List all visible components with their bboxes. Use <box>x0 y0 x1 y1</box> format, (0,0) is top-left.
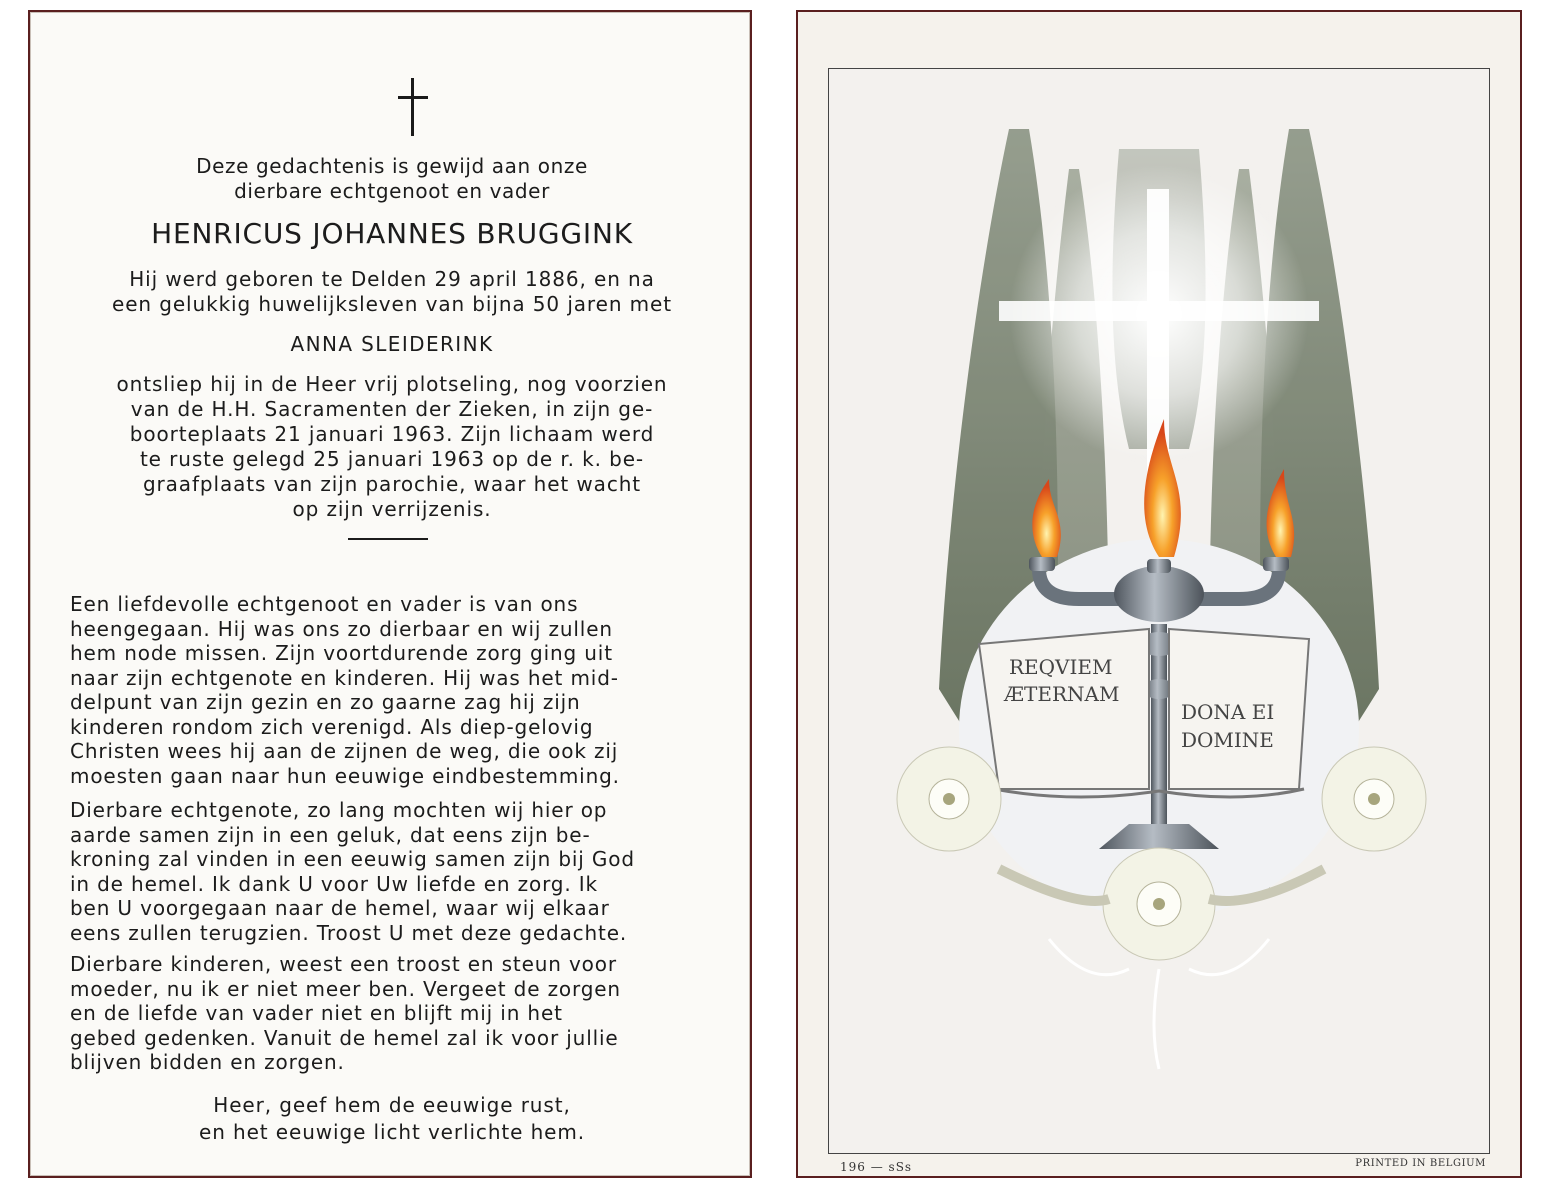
birth-line: een gelukkig huwelijksleven van bijna 50 jaren met <box>112 292 672 316</box>
paragraph-line: Een liefdevolle echtgenoot en vader is van ons <box>70 592 579 616</box>
paragraph-line: delpunt van zijn gezin en zo gaarne zag hij zijn <box>70 690 581 714</box>
paragraph-line: gebed gedenken. Vanuit de hemel zal ik voor jullie <box>70 1025 619 1050</box>
birth-text <box>70 267 714 317</box>
death-line: graafplaats van zijn parochie, waar het wacht <box>142 472 642 496</box>
death-line: boorteplaats 21 januari 1963. Zijn lichaam werd <box>129 422 655 446</box>
book-right-line2: DOMINE <box>1181 728 1274 752</box>
paragraph-line: Christen wees hij aan de zijnen de weg, die ook zij <box>70 739 619 763</box>
paragraph-father <box>70 592 714 788</box>
birth-line: Hij werd geboren te Delden 29 april 1886, en na <box>129 267 655 291</box>
paragraph-line: eens zullen terugzien. Troost U met deze gedachte. <box>70 920 628 945</box>
paragraph-line: aarde samen zijn in een geluk, dat eens zijn be- <box>70 822 591 847</box>
paragraph-wife <box>70 798 714 945</box>
death-line: van de H.H. Sacramenten der Zieken, in zijn ge- <box>130 397 654 421</box>
book-left-line2: ÆTERNAM <box>1004 682 1120 706</box>
paragraph-line: Dierbare echtgenote, zo lang mochten wij hier op <box>70 798 608 822</box>
paragraph-line: heengegaan. Hij was ons zo dierbaar en wij zullen <box>70 616 613 641</box>
prayer-line: Heer, geef hem de eeuwige rust, <box>213 1093 571 1117</box>
paragraph-line: moesten gaan naar hun eeuwige eindbestemming. <box>70 763 620 788</box>
open-book-icon <box>979 629 1309 797</box>
spouse-name: ANNA SLEIDERINK <box>290 332 494 356</box>
paragraph-line: blijven bidden en zorgen. <box>70 1050 345 1074</box>
printed-in-label: PRINTED IN BELGIUM <box>1355 1158 1486 1169</box>
prayer-line: en het eeuwige licht verlichte hem. <box>198 1120 586 1144</box>
paragraph-line: Dierbare kinderen, weest een troost en steun voor <box>70 952 617 976</box>
memorial-card-image <box>796 10 1522 1178</box>
illustration-frame <box>828 68 1490 1154</box>
closing-prayer <box>70 1092 714 1146</box>
paragraph-line: in de hemel. Ik dank U voor Uw liefde en zorg. Ik <box>70 871 598 896</box>
paragraph-line: kroning zal vinden in een eeuwig samen zijn bij God <box>70 847 635 871</box>
death-line: op zijn verrijzenis. <box>292 497 492 521</box>
paragraph-line: en de liefde van vader niet en blijft mij in het <box>70 1001 563 1025</box>
death-line: ontsliep hij in de Heer vrij plotseling, nog voorzien <box>116 372 668 396</box>
paragraph-line: kinderen rondom zich verenigd. Als diep-gelovig <box>70 714 594 739</box>
death-text <box>70 372 714 522</box>
card-number: 196 — sSs <box>840 1160 913 1174</box>
memorial-card-text <box>28 10 752 1178</box>
intro-line: Deze gedachtenis is gewijd aan onze <box>196 154 588 178</box>
paragraph-line: hem node missen. Zijn voortdurende zorg ging uit <box>70 641 613 665</box>
illustration <box>829 69 1489 1153</box>
intro-text <box>70 154 714 204</box>
paragraph-children <box>70 952 714 1075</box>
book-left-line1: REQVIEM <box>1009 655 1113 679</box>
deceased-name: HENRICUS JOHANNES BRUGGINK <box>151 217 633 250</box>
cross-icon <box>398 78 428 136</box>
divider <box>348 538 428 540</box>
book-right-line1: DONA EI <box>1181 700 1275 724</box>
paragraph-line: ben U voorgegaan naar de hemel, waar wij elkaar <box>70 896 610 920</box>
paragraph-line: naar zijn echtgenote en kinderen. Hij was het mid- <box>70 665 619 690</box>
intro-line: dierbare echtgenoot en vader <box>234 179 550 203</box>
paragraph-line: moeder, nu ik er niet meer ben. Vergeet de zorgen <box>70 976 621 1001</box>
death-line: te ruste gelegd 25 januari 1963 op de r. k. be- <box>139 447 645 471</box>
